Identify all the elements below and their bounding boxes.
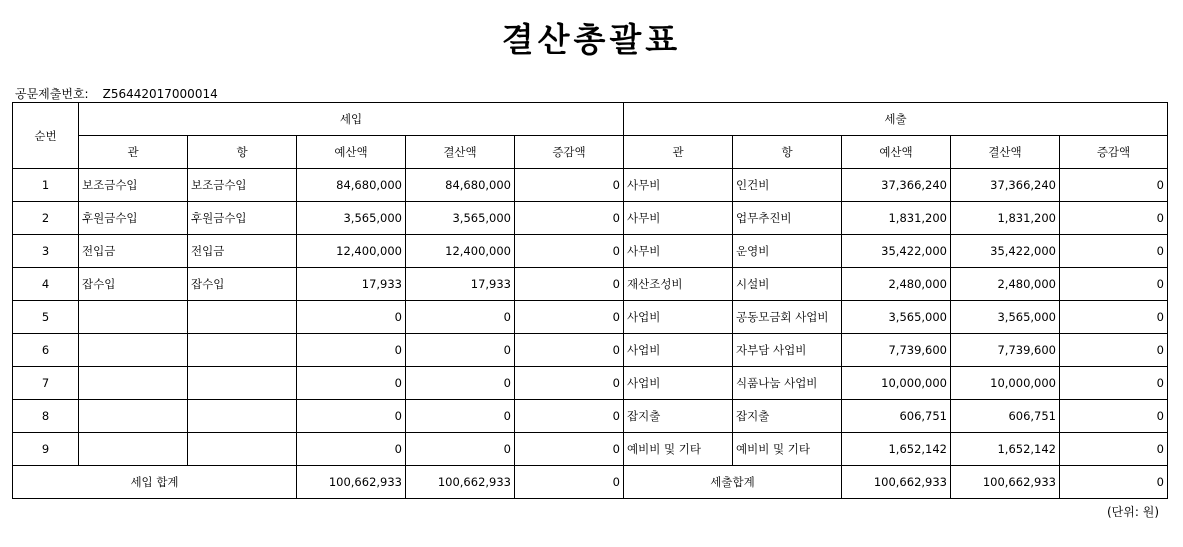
settlement-table	[12, 102, 1168, 499]
expense-total-budget: 100,662,933	[842, 466, 951, 499]
table-row	[13, 235, 1168, 268]
income-gwan-cell	[79, 334, 188, 367]
income-gwan-cell: 전입금	[79, 235, 188, 268]
header-expense: 세출	[624, 103, 1168, 136]
expense-gwan-cell: 사무비	[624, 169, 733, 202]
expense-settled-cell: 3,565,000	[951, 301, 1060, 334]
doc-number-label: 공문제출번호:	[15, 87, 89, 101]
income-diff-cell: 0	[515, 334, 624, 367]
expense-budget-cell: 1,831,200	[842, 202, 951, 235]
income-hang-cell	[188, 301, 297, 334]
table-row	[13, 400, 1168, 433]
income-diff-cell: 0	[515, 268, 624, 301]
header-income-diff: 증감액	[515, 136, 624, 169]
income-total-settled: 100,662,933	[406, 466, 515, 499]
income-gwan-cell	[79, 433, 188, 466]
income-hang-cell: 후원금수입	[188, 202, 297, 235]
income-settled-cell: 0	[406, 334, 515, 367]
income-gwan-cell: 잡수입	[79, 268, 188, 301]
expense-budget-cell: 37,366,240	[842, 169, 951, 202]
expense-total-label: 세출합계	[624, 466, 842, 499]
expense-hang-cell: 잡지출	[733, 400, 842, 433]
income-hang-cell	[188, 433, 297, 466]
table-row	[13, 301, 1168, 334]
income-budget-cell: 84,680,000	[297, 169, 406, 202]
seq-cell: 4	[13, 268, 79, 301]
seq-cell: 6	[13, 334, 79, 367]
table-row	[13, 367, 1168, 400]
income-gwan-cell: 후원금수입	[79, 202, 188, 235]
income-budget-cell: 0	[297, 301, 406, 334]
table-row	[13, 169, 1168, 202]
expense-diff-cell: 0	[1060, 169, 1168, 202]
expense-gwan-cell: 잡지출	[624, 400, 733, 433]
expense-budget-cell: 1,652,142	[842, 433, 951, 466]
seq-cell: 5	[13, 301, 79, 334]
income-diff-cell: 0	[515, 367, 624, 400]
expense-budget-cell: 606,751	[842, 400, 951, 433]
header-seq: 순번	[13, 103, 79, 169]
income-hang-cell: 전입금	[188, 235, 297, 268]
income-budget-cell: 3,565,000	[297, 202, 406, 235]
income-total-diff: 0	[515, 466, 624, 499]
expense-gwan-cell: 사무비	[624, 235, 733, 268]
income-settled-cell: 84,680,000	[406, 169, 515, 202]
income-budget-cell: 17,933	[297, 268, 406, 301]
income-settled-cell: 3,565,000	[406, 202, 515, 235]
header-expense-settled: 결산액	[951, 136, 1060, 169]
income-budget-cell: 0	[297, 400, 406, 433]
header-income-budget: 예산액	[297, 136, 406, 169]
seq-cell: 3	[13, 235, 79, 268]
income-budget-cell: 0	[297, 433, 406, 466]
table-row	[13, 334, 1168, 367]
income-budget-cell: 0	[297, 367, 406, 400]
expense-budget-cell: 7,739,600	[842, 334, 951, 367]
income-gwan-cell	[79, 367, 188, 400]
expense-settled-cell: 35,422,000	[951, 235, 1060, 268]
expense-diff-cell: 0	[1060, 367, 1168, 400]
seq-cell: 2	[13, 202, 79, 235]
expense-budget-cell: 10,000,000	[842, 367, 951, 400]
table-row	[13, 268, 1168, 301]
income-total-budget: 100,662,933	[297, 466, 406, 499]
income-settled-cell: 0	[406, 301, 515, 334]
income-diff-cell: 0	[515, 235, 624, 268]
expense-hang-cell: 인건비	[733, 169, 842, 202]
unit-note: (단위: 원)	[1107, 505, 1159, 519]
expense-gwan-cell: 사업비	[624, 334, 733, 367]
expense-budget-cell: 2,480,000	[842, 268, 951, 301]
expense-settled-cell: 37,366,240	[951, 169, 1060, 202]
income-diff-cell: 0	[515, 400, 624, 433]
seq-cell: 1	[13, 169, 79, 202]
income-settled-cell: 0	[406, 367, 515, 400]
expense-hang-cell: 예비비 및 기타	[733, 433, 842, 466]
income-diff-cell: 0	[515, 301, 624, 334]
expense-settled-cell: 7,739,600	[951, 334, 1060, 367]
seq-cell: 7	[13, 367, 79, 400]
income-budget-cell: 12,400,000	[297, 235, 406, 268]
expense-budget-cell: 3,565,000	[842, 301, 951, 334]
expense-hang-cell: 업무추진비	[733, 202, 842, 235]
expense-hang-cell: 자부담 사업비	[733, 334, 842, 367]
expense-budget-cell: 35,422,000	[842, 235, 951, 268]
expense-total-diff: 0	[1060, 466, 1168, 499]
header-income-gwan: 관	[79, 136, 188, 169]
expense-gwan-cell: 사무비	[624, 202, 733, 235]
income-diff-cell: 0	[515, 202, 624, 235]
expense-diff-cell: 0	[1060, 301, 1168, 334]
expense-settled-cell: 10,000,000	[951, 367, 1060, 400]
header-income-settled: 결산액	[406, 136, 515, 169]
expense-settled-cell: 606,751	[951, 400, 1060, 433]
expense-gwan-cell: 사업비	[624, 301, 733, 334]
table-row	[13, 433, 1168, 466]
expense-total-settled: 100,662,933	[951, 466, 1060, 499]
expense-hang-cell: 운영비	[733, 235, 842, 268]
expense-hang-cell: 식품나눔 사업비	[733, 367, 842, 400]
header-expense-hang: 항	[733, 136, 842, 169]
header-expense-diff: 증감액	[1060, 136, 1168, 169]
table-row	[13, 202, 1168, 235]
expense-gwan-cell: 사업비	[624, 367, 733, 400]
income-total-label: 세입 합계	[13, 466, 297, 499]
expense-settled-cell: 2,480,000	[951, 268, 1060, 301]
header-row-columns	[13, 136, 1168, 169]
expense-diff-cell: 0	[1060, 202, 1168, 235]
doc-number-value: Z56442017000014	[102, 87, 218, 101]
header-expense-budget: 예산액	[842, 136, 951, 169]
expense-diff-cell: 0	[1060, 400, 1168, 433]
expense-hang-cell: 공동모금회 사업비	[733, 301, 842, 334]
income-hang-cell	[188, 334, 297, 367]
header-income-hang: 항	[188, 136, 297, 169]
expense-settled-cell: 1,831,200	[951, 202, 1060, 235]
income-diff-cell: 0	[515, 169, 624, 202]
income-diff-cell: 0	[515, 433, 624, 466]
income-hang-cell	[188, 367, 297, 400]
header-expense-gwan: 관	[624, 136, 733, 169]
income-settled-cell: 12,400,000	[406, 235, 515, 268]
expense-diff-cell: 0	[1060, 268, 1168, 301]
income-settled-cell: 0	[406, 400, 515, 433]
header-income: 세입	[79, 103, 624, 136]
income-hang-cell	[188, 400, 297, 433]
income-hang-cell: 잡수입	[188, 268, 297, 301]
expense-diff-cell: 0	[1060, 235, 1168, 268]
page-title: 결산총괄표	[501, 20, 682, 59]
income-gwan-cell: 보조금수입	[79, 169, 188, 202]
doc-number	[15, 85, 218, 102]
expense-hang-cell: 시설비	[733, 268, 842, 301]
expense-gwan-cell: 재산조성비	[624, 268, 733, 301]
seq-cell: 8	[13, 400, 79, 433]
income-gwan-cell	[79, 400, 188, 433]
income-gwan-cell	[79, 301, 188, 334]
header-row-groups	[13, 103, 1168, 136]
income-budget-cell: 0	[297, 334, 406, 367]
expense-diff-cell: 0	[1060, 433, 1168, 466]
income-settled-cell: 17,933	[406, 268, 515, 301]
table-body	[13, 169, 1168, 499]
expense-diff-cell: 0	[1060, 334, 1168, 367]
expense-gwan-cell: 예비비 및 기타	[624, 433, 733, 466]
totals-row	[13, 466, 1168, 499]
income-hang-cell: 보조금수입	[188, 169, 297, 202]
income-settled-cell: 0	[406, 433, 515, 466]
seq-cell: 9	[13, 433, 79, 466]
expense-settled-cell: 1,652,142	[951, 433, 1060, 466]
